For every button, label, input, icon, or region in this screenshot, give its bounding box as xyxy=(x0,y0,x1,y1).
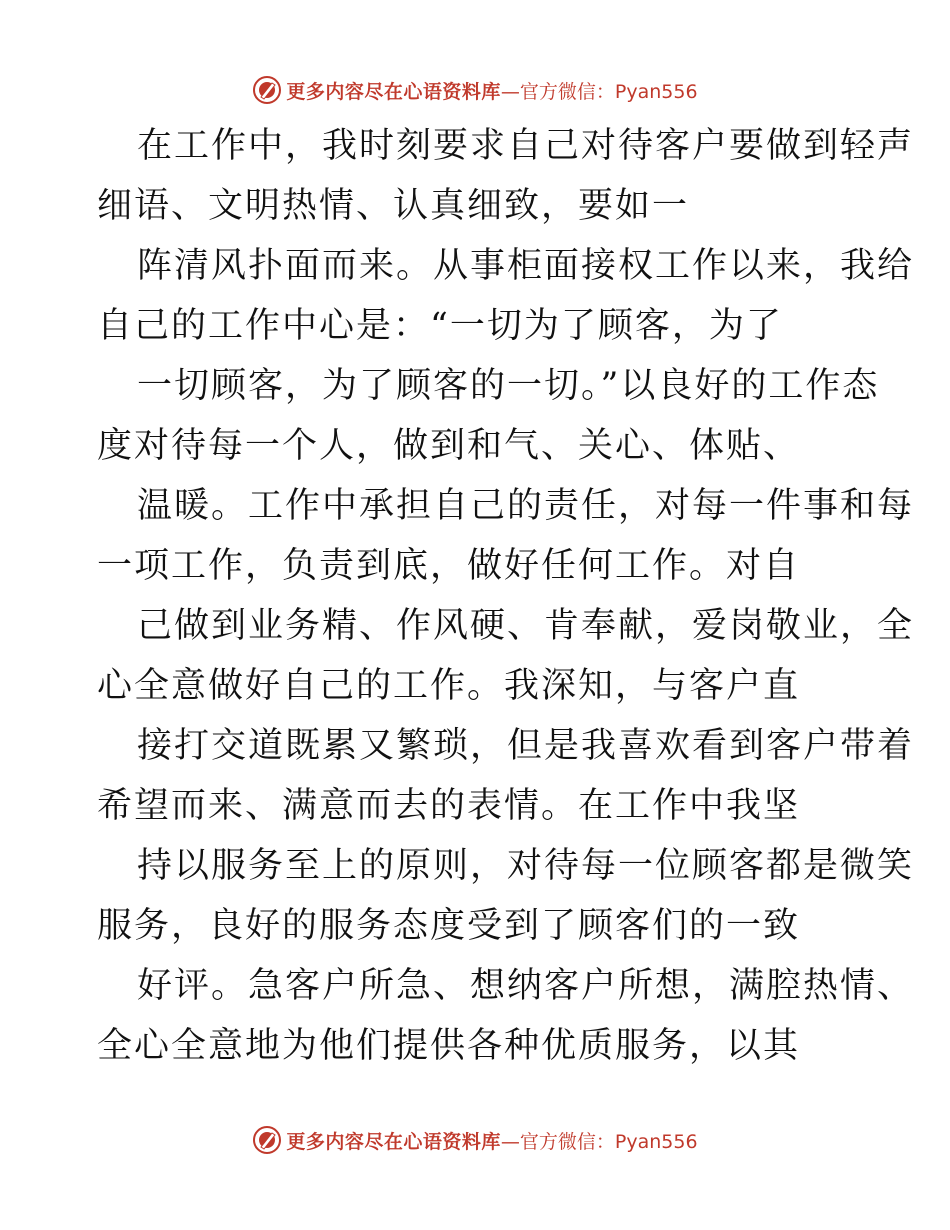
header-banner-contact: —官方微信：Pyan556 xyxy=(500,80,698,103)
text-line: 细语、文明热情、认真细致，要如一 xyxy=(97,186,690,226)
header-banner xyxy=(0,70,950,110)
footer-banner-text: 更多内容尽在心语资料库 xyxy=(286,1130,501,1153)
text-line: 己做到业务精、作风硬、肯奉献，爱岗敬业，全 xyxy=(137,606,915,646)
text-line: 度对待每一个人，做到和气、关心、体贴、 xyxy=(97,426,801,466)
text-line: 接打交道既累又繁琐，但是我喜欢看到客户带着 xyxy=(137,726,915,766)
footer-banner-contact: —官方微信：Pyan556 xyxy=(500,1130,698,1153)
text-line: 好评。急客户所急、想纳客户所想，满腔热情、 xyxy=(137,966,915,1006)
quill-pen-icon xyxy=(252,75,282,105)
text-line: 阵清风扑面而来。从事柜面接权工作以来，我给 xyxy=(137,246,915,286)
text-line: 全心全意地为他们提供各种优质服务，以其 xyxy=(97,1026,801,1066)
text-line: 在工作中，我时刻要求自己对待客户要做到轻声 xyxy=(137,126,915,166)
text-line: 自己的工作中心是：“一切为了顾客，为了 xyxy=(97,306,783,346)
header-banner-text: 更多内容尽在心语资料库 xyxy=(286,80,501,103)
text-line: 温暖。工作中承担自己的责任，对每一件事和每 xyxy=(137,486,915,526)
text-line: 一项工作，负责到底，做好任何工作。对自 xyxy=(97,546,801,586)
footer-banner xyxy=(0,1120,950,1160)
quill-pen-icon xyxy=(252,1125,282,1155)
document-body xyxy=(97,116,915,1076)
text-line: 一切顾客，为了顾客的一切。”以良好的工作态 xyxy=(137,366,880,406)
text-line: 心全意做好自己的工作。我深知，与客户直 xyxy=(97,666,801,706)
text-line: 持以服务至上的原则，对待每一位顾客都是微笑 xyxy=(137,846,915,886)
text-line: 服务，良好的服务态度受到了顾客们的一致 xyxy=(97,906,801,946)
text-line: 希望而来、满意而去的表情。在工作中我坚 xyxy=(97,786,801,826)
